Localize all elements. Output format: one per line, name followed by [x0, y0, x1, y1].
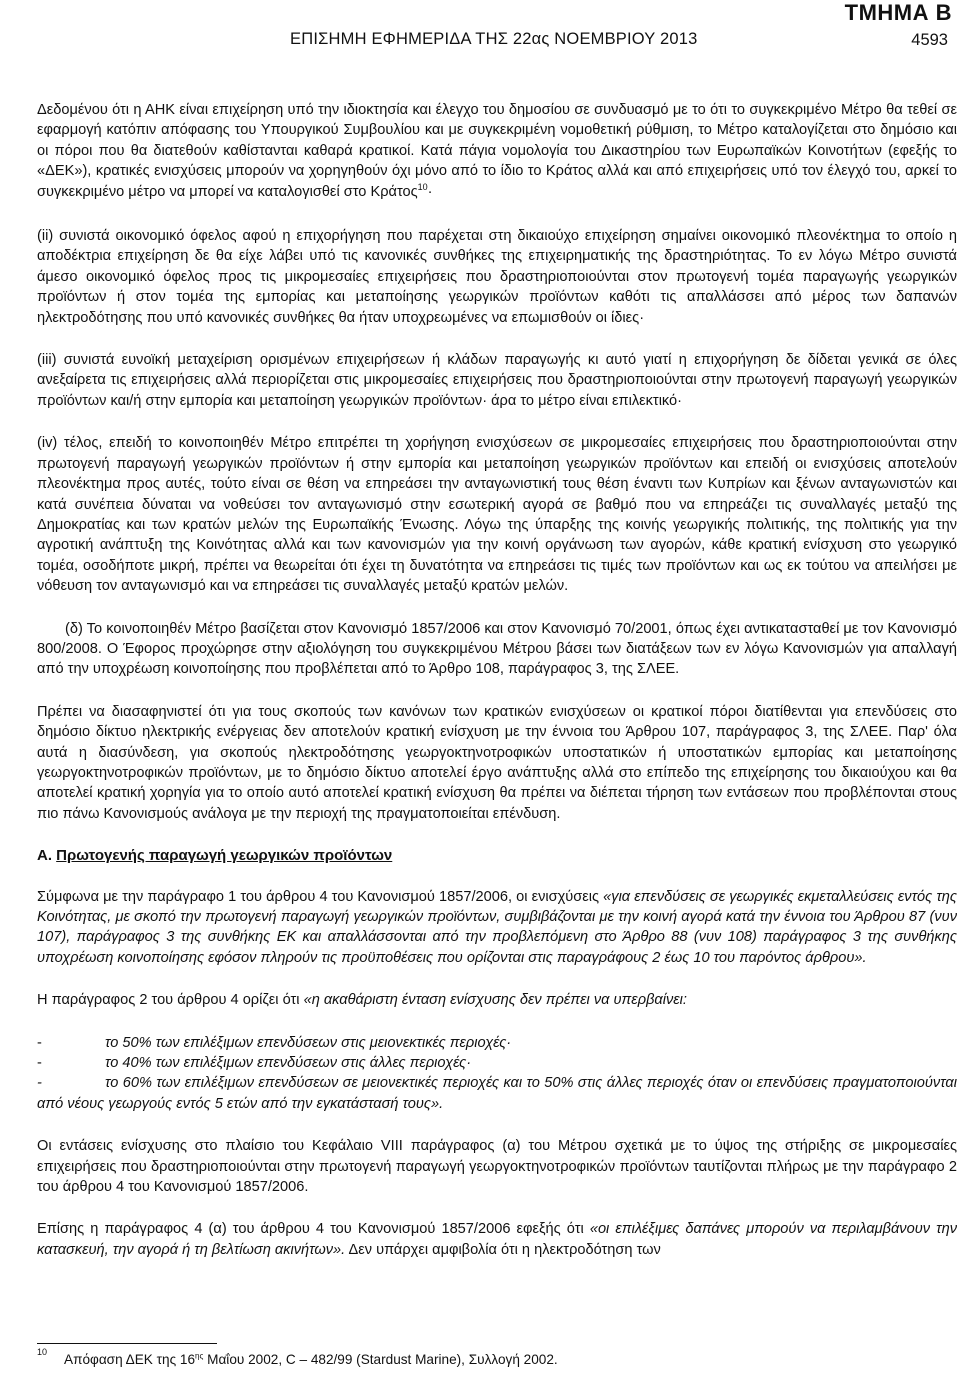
- footnote-divider: [37, 1343, 217, 1344]
- footnote-reference[interactable]: 10: [417, 181, 428, 192]
- intensity-list: [37, 1033, 957, 1115]
- paragraph-iv-competition: (iv) τέλος, επειδή το κοινοποιηθέν Μέτρο επιτρέπει τη χορήγηση ενισχύσεων σε μικρομεσαίες επιχειρήσεις που δραστηριοποιούνται στην πρωτογενή παραγωγή γεωργικών προϊόντων ή στην εμπορία και μεταποίηση γεωργικών προϊόντων και επειδή οι ενισχύσεις αποτελούν πλεονέκτημα προς αυτές, τούτο είναι σε θέση να επηρεάσει την ανταγωνιστική τους θέση έναντι των Κυπρίων και ξένων ανταγωνιστών και κατά συνέπεια δύναται να νοθεύσει τον ανταγωνισμό στην εσωτερική αγορά σε βαθμό που να επηρεάζει τις συναλλαγές μεταξύ της Δημοκρατίας και των κρατών μελών της Ευρωπαϊκής Ένωσης. Λόγω της ύπαρξης της κοινής γεωργικής πολιτικής, της πολιτικής για την αγροτική ανάπτυξη της Κοινότητας αλλά και των κανονισμών για την κοινή οργάνωση των αγορών, κάθε κρατική ενίσχυση στο γεωργικό τομέα, οσοδήποτε μικρή, πρέπει να θεωρείται ότι έχει τη δυνατότητα να επηρεάσει τις τιμές των προϊόντων και ως εκ τούτου να απειλήσει με νόθευση τον ανταγωνισμό και να επηρεάσει τις συναλλαγές μεταξύ κρατών μελών.: [37, 435, 957, 595]
- running-header: ΕΠΙΣΗΜΗ ΕΦΗΜΕΡΙΔΑ ΤΗΣ 22ας ΝΟΕΜΒΡΙΟΥ 2013: [290, 30, 698, 48]
- paragraph-chapter-viii: Οι εντάσεις ενίσχυσης στο πλαίσιο του Κεφάλαιο VIII παράγραφος (α) του Μέτρου σχετικά με το ύψος της στήριξης σε μικρομεσαίες επιχειρήσεις που δραστηριοποιούνται στην πρωτογενή παραγωγή γεωργοκτηνοτροφικών προϊόντων ταυτίζονται πλήρως με την παράγραφο 2 του άρθρου 4 του Κανονισμού 1857/2006.: [37, 1138, 957, 1196]
- paragraph-article-4-par-4: Επίσης η παράγραφος 4 (α) του άρθρου 4 του Κανονισμού 1857/2006 εφεξής ότι «οι επιλέξιμες δαπάνες μπορούν να περιλαμβάνουν την κατασκευή, την αγορά ή τη βελτίωση ακινήτων». Δεν υπάρχει αμφιβολία ότι η ηλεκτροδότηση των: [37, 1221, 958, 1258]
- list-item: - το 40% των επιλέξιμων επενδύσεων στις άλλες περιοχές·: [37, 1055, 472, 1072]
- paragraph-ahk-state-resources: Δεδομένου ότι η ΑΗΚ είναι επιχείρηση υπό την ιδιοκτησία και έλεγχο του δημοσίου σε συνδυασμό με το ότι το συγκεκριμένο Μέτρο θα τεθεί σε εφαρμογή κατόπιν απόφασης του Υπουργικού Συμβουλίου και με συγκεκριμένη νομοθετική ρύθμιση, το Μέτρο καταλογίζεται στο δημόσιο και οι πόροι που θα διατεθούν καθίστανται καθαρά κρατικοί. Κατά πάγια νομολογία του Δικαστηρίου των Ευρωπαϊκών Κοινοτήτων (εφεξής το «ΔΕΚ»), κρατικές ενισχύσεις μπορούν να χορηγηθούν όχι μόνο από το ίδιο το Κράτος αλλά και από επιχειρήσεις υπό τον έλεγχό του, αρκεί το συγκεκριμένο μέτρο να μπορεί να καταλογισθεί στο Κράτος$^{10}$·: [37, 102, 957, 200]
- footnote-number: 10: [37, 1347, 48, 1357]
- paragraph-d-regulation-basis: (δ) Το κοινοποιηθέν Μέτρο βασίζεται στον Κανονισμό 1857/2006 και στον Κανονισμό 70/2001, όπως έχει αντικατασταθεί με τον Κανονισμό 800/2008. Ο Έφορος προχώρησε στην αξιολόγηση του συγκεκριμένου Μέτρου βάσει των διατάξεων των εν λόγω Κανονισμών για απαλλαγή από την υποχρέωση κοινοποίησης που προβλέπεται από το Άρθρο 108, παράγραφος 3, της ΣΛΕΕ.: [37, 620, 957, 678]
- footnote: 10 Απόφαση ΔΕΚ της $16^{\eta\varsigma}$ Μαΐου 2002, C – 482/99 (Stardust Marine), Συλλογή 2002.: [37, 1347, 558, 1367]
- section-label: ΤΜΗΜΑ Β: [844, 0, 952, 25]
- list-item: - το 50% των επιλέξιμων επενδύσεων στις μειονεκτικές περιοχές·: [37, 1034, 512, 1051]
- paragraph-ii-economic-advantage: (ii) συνιστά οικονομικό όφελος αφού η επιχορήγηση που παρέχεται στη δικαιούχο επιχείρηση σημαίνει οικονομικό πλεονέκτημα το οποίο η αποδέκτρια επιχείρηση δε θα είχε λάβει υπό τις κανονικές συνθήκες της επιχειρηματικής της δραστηριότητας. Το εν λόγω Μέτρο συνιστά άμεσο οικονομικό όφελος προς τις μικρομεσαίες επιχειρήσεις που δραστηριοποιούνται στον πρωτογενή τομέα παραγωγής γεωργικών προϊόντων ή στον τομέα της εμπορίας και μεταποίησης γεωργικών προϊόντων καθότι τις απαλλάσσει από μέρος των δαπανών ηλεκτροδότησης που υπό κανονικές συνθήκες θα ήταν υποχρεωμένες να επωμισθούν οι ίδιες·: [37, 228, 957, 326]
- section-heading-number: Α.: [37, 847, 52, 865]
- paragraph-article-4-par-2: Η παράγραφος 2 του άρθρου 4 ορίζει ότι «η ακαθάριστη ένταση ενίσχυσης δεν πρέπει να υπερβαίνει:: [37, 992, 687, 1009]
- paragraph-clarification: Πρέπει να διασαφηνιστεί ότι για τους σκοπούς των κανόνων των κρατικών ενισχύσεων οι κρατικοί πόροι διατίθενται για επενδύσεις στο δημόσιο δίκτυο ηλεκτρικής ενέργειας δεν αποτελούν κρατική ενίσχυση με την έννοια του Άρθρου 107, παράγραφος 3, της ΣΛΕΕ. Παρ' όλα αυτά η διασύνδεση, για σκοπούς ηλεκτροδότησης γεωργοκτηνοτροφικών υποστατικών ή υποστατικών εμπορίας και μεταποίησης γεωργοκτηνοτροφικών προϊόντων, με το δημόσιο δίκτυο αποτελεί έργο ανάπτυξης αλλά στο επίπεδο της επιχείρησης του δικαιούχου και θα αποτελεί κρατική χορηγία για το οποίο αυτό αποτελεί κρατική ενίσχυση θα πρέπει να διέπεται τήρηση των εντάσεων που προβλέπονται στους πιο πάνω Κανονισμούς ανάλογα με την περιοχή της πραγματοποιείται επένδυση.: [37, 703, 957, 822]
- list-item: - το 60% των επιλέξιμων επενδύσεων σε μειονεκτικές περιοχές και το 50% στις άλλες περιοχές όταν οι επενδύσεις πραγματοποιούνται από νέους γεωργούς εντός 5 ετών από την εγκατάστασή τους».: [37, 1075, 957, 1112]
- document-body: [37, 100, 957, 1260]
- paragraph-article-4-par-1: Σύμφωνα με την παράγραφο 1 του άρθρου 4 του Κανονισμού 1857/2006, οι ενισχύσεις «για επενδύσεις σε γεωργικές εκμεταλλεύσεις εντός της Κοινότητας, με σκοπό την πρωτογενή παραγωγή γεωργικών προϊόντων, συμβιβάζονται με την κοινή αγορά κατά την έννοια του Άρθρου 87 (νυν 107), παράγραφος 3 της συνθήκης ΕΚ και απαλλάσσονται από την προβλεπόμενη στο Άρθρο 88 (νυν 108) παράγραφος 3 της συνθήκης υποχρέωση κοινοποίησης εφόσον πληρούν τις προϋποθέσεις που ορίζονται στις παραγράφους 2 έως 10 του παρόντος άρθρου».: [37, 888, 957, 966]
- paragraph-iii-selectivity: (iii) συνιστά ευνοϊκή μεταχείριση ορισμένων επιχειρήσεων ή κλάδων παραγωγής κι αυτό γιατί η επιχορήγηση δε δίδεται γενικά σε όλες ανεξαίρετα τις επιχειρήσεις αλλά περιορίζεται στις μικρομεσαίες επιχειρήσεις που δραστηριοποιούνται στην πρωτογενή παραγωγή γεωργικών προϊόντων και/ή στην εμπορία και μεταποίηση γεωργικών προϊόντων· άρα το μέτρο είναι επιλεκτικό·: [37, 352, 957, 409]
- section-heading-title: Πρωτογενής παραγωγή γεωργικών προϊόντων: [56, 847, 393, 865]
- page-number: 4593: [911, 31, 948, 49]
- section-heading-a: [37, 846, 957, 866]
